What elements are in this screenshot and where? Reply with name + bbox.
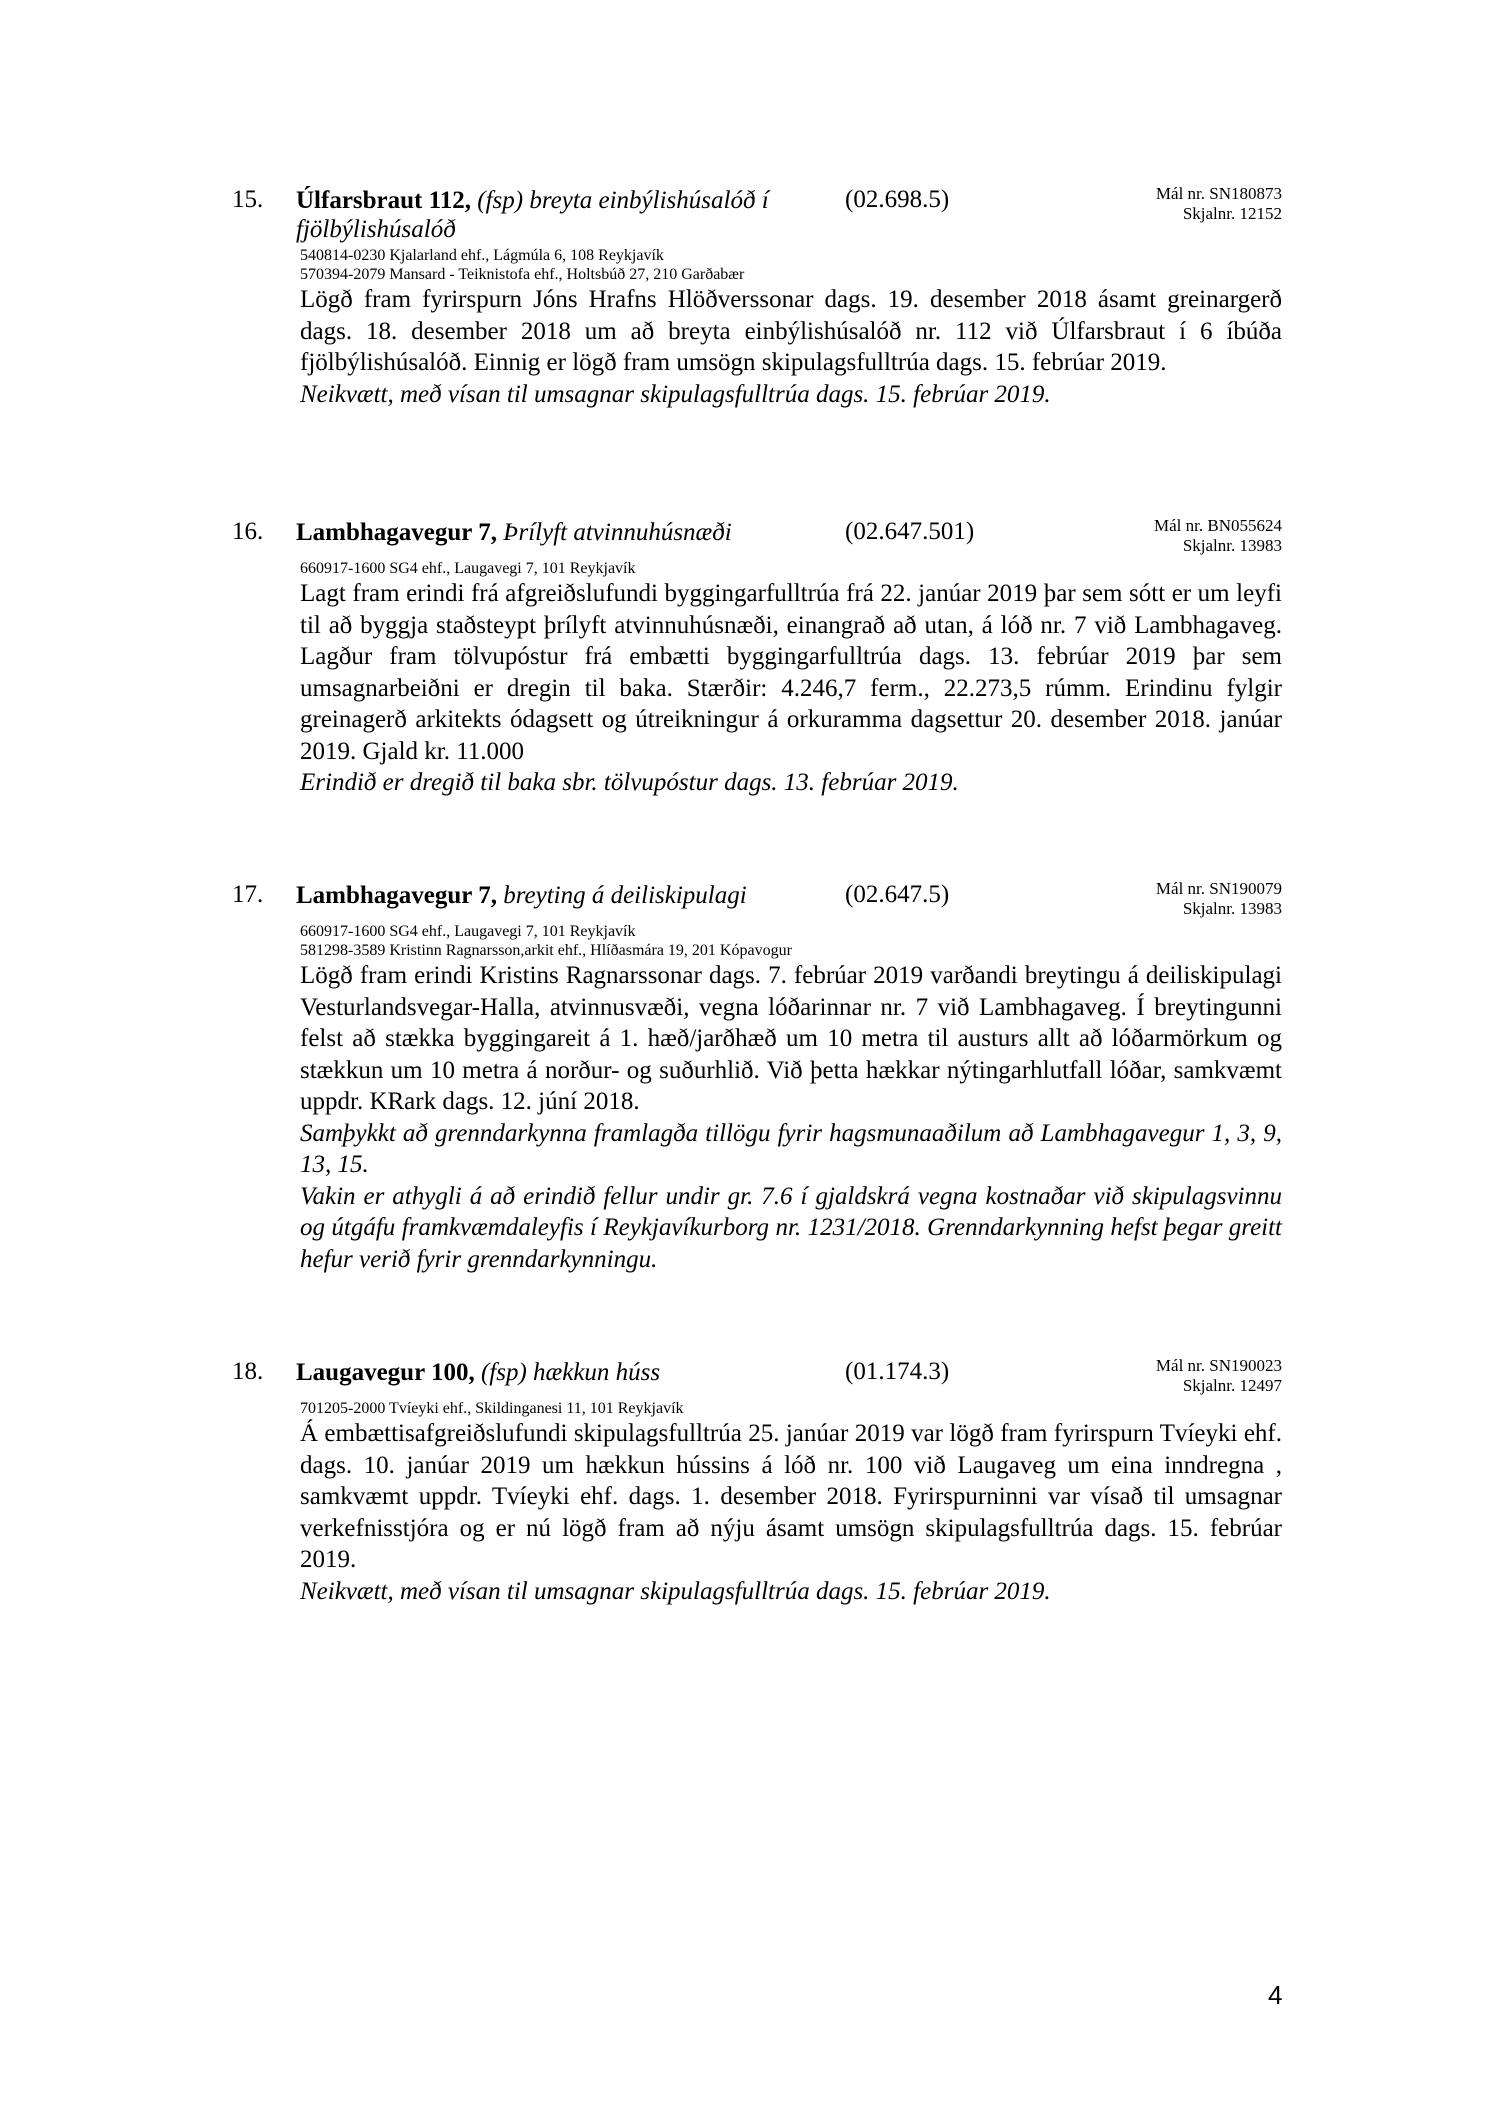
item-land-code: (02.698.5) [845,186,950,213]
item-title [296,1358,836,1387]
item-title [296,518,836,547]
item-body [300,960,1282,1275]
item-body [300,1418,1282,1607]
item-title-address: Lambhagavegur 7, [296,519,497,546]
item-description: Lögð fram fyrirspurn Jóns Hrafns Hlöðverssonar dags. 19. desember 2018 ásamt greinargerð dags. 18. desember 2018 um að breyta einbýlishúsalóð nr. 112 við Úlfarsbraut í 6 íbúða fjölbýlishúsalóð. Einnig er lögð fram umsögn skipulagsfulltrúa dags. 15. febrúar 2019. [300,286,1282,376]
item-description: Lagt fram erindi frá afgreiðslufundi byggingarfulltrúa frá 22. janúar 2019 þar sem sótt er um leyfi til að byggja staðsteypt þrílyft atvinnuhúsnæði, einangrað að utan, á lóð nr. 7 við Lambhagaveg. Lagður fram tölvupóstur frá embætti byggingarfulltrúa dags. 13. febrúar 2019 þar sem umsagnarbeiðni er dregin til baka. Stærðir: 4.246,7 ferm., 22.273,5 rúmm. Erindinu fylgir greinagerð arkitekts ódagsett og útreikningur á orkuramma dagsettur 20. desember 2018. janúar 2019. Gjald kr. 11.000 [300,580,1282,765]
item-case-meta [1156,1356,1282,1396]
party-line: 540814-0230 Kjalarland ehf., Lágmúla 6, 108 Reykjavík [300,247,664,264]
item-title [296,881,836,910]
item-number: 18. [232,1358,264,1385]
item-number: 16. [232,518,264,545]
item-title-subject: breyting á deiliskipulagi [503,882,747,909]
page-number: 4 [1268,1980,1283,2010]
item-body [300,578,1282,799]
item-title-address: Laugavegur 100, [296,1359,475,1386]
item-title-address: Úlfarsbraut 112, [296,187,471,214]
party-line: 570394-2079 Mansard - Teiknistofa ehf., Holtsbúð 27, 210 Garðabær [300,266,745,283]
document-number: Skjalnr. 13983 [1182,899,1282,918]
document-number: Skjalnr. 12152 [1182,204,1282,223]
item-case-meta [1156,184,1282,224]
item-body [300,284,1282,410]
item-title-subject: (fsp) hækkun húss [480,1359,661,1386]
party-line: 581298-3589 Kristinn Ragnarsson,arkit ehf., Hlíðasmára 19, 201 Kópavogur [300,942,792,959]
item-resolution: Samþykkt að grenndarkynna framlagða tillögu fyrir hagsmunaaðilum að Lambhagavegur 1, 3, 9, 13, 15. [300,1119,1282,1178]
item-title-subject: Þrílyft atvinnuhúsnæði [503,519,732,546]
item-number: 17. [232,881,264,908]
item-parties [300,1399,684,1418]
item-description: Á embættisafgreiðslufundi skipulagsfulltrúa 25. janúar 2019 var lögð fram fyrirspurn Tvíeyki ehf. dags. 10. janúar 2019 um hækkun hússins á lóð nr. 100 við Laugaveg um eina inndregna , samkvæmt uppdr. Tvíeyki ehf. dags. 1. desember 2018. Fyrirspurninni var vísað til umsagnar verkefnisstjóra og er nú lögð fram að nýju ásamt umsögn skipulagsfulltrúa dags. 15. febrúar 2019. [300,1420,1282,1573]
case-number: Mál nr. BN055624 [1154,516,1282,535]
item-resolution: Neikvætt, með vísan til umsagnar skipulagsfulltrúa dags. 15. febrúar 2019. [300,1577,1051,1605]
item-case-meta [1156,879,1282,919]
item-parties [300,922,792,960]
document-number: Skjalnr. 12497 [1182,1376,1282,1395]
item-title [296,186,836,244]
case-number: Mál nr. SN190079 [1155,879,1282,898]
item-title-subject: (fsp) breyta einbýlishúsalóð í fjölbýlishúsalóð [296,187,769,243]
item-land-code: (02.647.5) [845,881,950,908]
item-parties [300,246,744,284]
document-number: Skjalnr. 13983 [1182,536,1282,555]
item-number: 15. [232,186,264,213]
item-parties [300,559,636,578]
party-line: 660917-1600 SG4 ehf., Laugavegi 7, 101 Reykjavík [300,560,636,577]
case-number: Mál nr. SN180873 [1155,184,1282,203]
item-resolution: Erindið er dregið til baka sbr. tölvupóstur dags. 13. febrúar 2019. [300,769,959,796]
case-number: Mál nr. SN190023 [1155,1356,1282,1375]
item-land-code: (01.174.3) [845,1358,950,1385]
item-description: Lögð fram erindi Kristins Ragnarssonar dags. 7. febrúar 2019 varðandi breytingu á deiliskipulagi Vesturlandsvegar-Halla, atvinnusvæði, vegna lóðarinnar nr. 7 við Lambhagaveg. Í breytingunni felst að stækka byggingareit á 1. hæð/jarðhæð um 10 metra til austurs allt að lóðarmörkum og stækkun um 10 metra á norður- og suðurhlið. Við þetta hækkar nýtingarhlutfall lóðar, samkvæmt uppdr. KRark dags. 12. júní 2018. [300,962,1282,1115]
item-title-address: Lambhagavegur 7, [296,882,497,909]
party-line: 660917-1600 SG4 ehf., Laugavegi 7, 101 Reykjavík [300,923,636,940]
item-land-code: (02.647.501) [845,518,975,545]
item-resolution: Vakin er athygli á að erindið fellur undir gr. 7.6 í gjaldskrá vegna kostnaðar við skipulagsvinnu og útgáfu framkvæmdaleyfis í Reykjavíkurborg nr. 1231/2018. Grenndarkynning hefst þegar greitt hefur verið fyrir grenndarkynningu. [300,1182,1282,1273]
item-resolution: Neikvætt, með vísan til umsagnar skipulagsfulltrúa dags. 15. febrúar 2019. [300,380,1051,408]
item-case-meta [1154,516,1282,556]
party-line: 701205-2000 Tvíeyki ehf., Skildinganesi 11, 101 Reykjavík [300,1400,684,1417]
